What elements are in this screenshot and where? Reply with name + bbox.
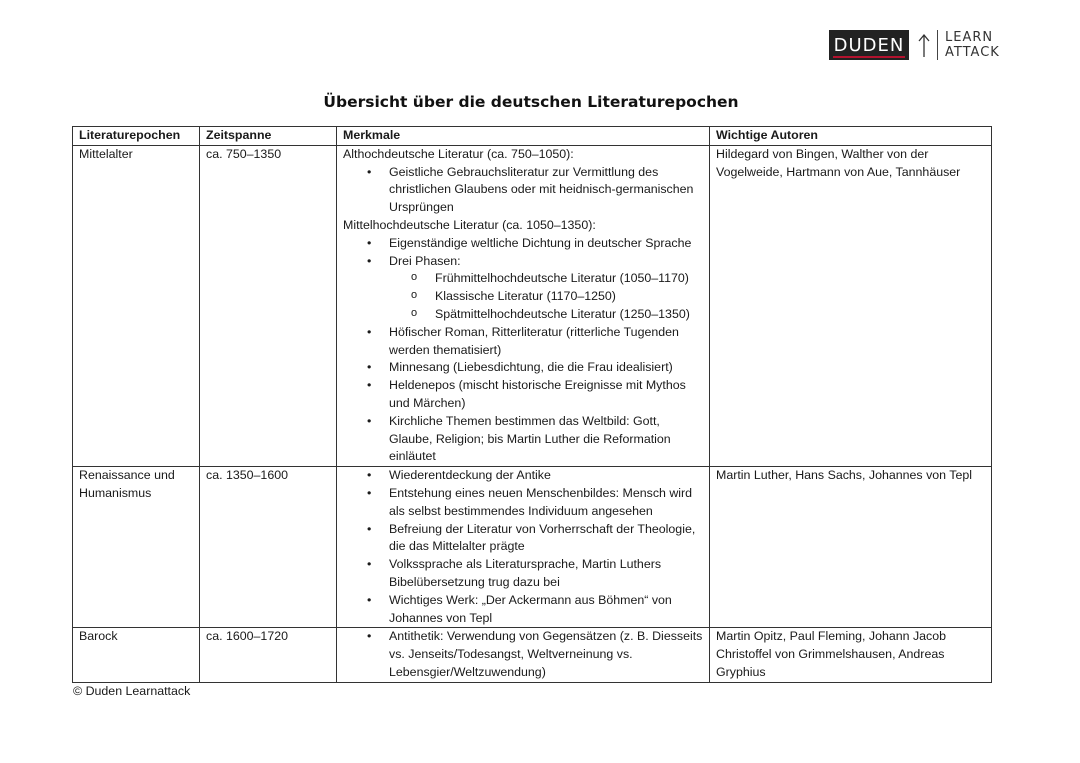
table-row: [73, 628, 992, 682]
list-item: • Kirchliche Themen bestimmen das Weltbild: Gott, Glaube, Religion; bis Martin Luther die Reformation einläutet: [389, 413, 703, 466]
epoch-cell: Mittelalter: [73, 145, 200, 466]
subsection-heading: Mittelhochdeutsche Literatur (ca. 1050–1350):: [343, 217, 596, 232]
subsection-heading: Althochdeutsche Literatur (ca. 750–1050):: [343, 146, 574, 161]
period-cell: ca. 1600–1720: [200, 628, 337, 682]
header-features: Merkmale: [337, 127, 710, 146]
features-cell: [337, 628, 710, 682]
copyright-footer: © Duden Learnattack: [73, 684, 191, 698]
list-item: o Spätmittelhochdeutsche Literatur (1250–1350): [435, 306, 703, 324]
arrow-up-icon: [917, 32, 931, 58]
epochs-table: [72, 126, 992, 683]
list-item-text: Drei Phasen:: [389, 253, 461, 268]
list-item: • Höfischer Roman, Ritterliteratur (ritterliche Tugenden werden thematisiert): [389, 324, 703, 360]
header-period: Zeitspanne: [200, 127, 337, 146]
list-item: • Wichtiges Werk: „Der Ackermann aus Böhmen“ von Johannes von Tepl: [389, 592, 703, 628]
list-item: • Eigenständige weltliche Dichtung in deutscher Sprache: [389, 235, 703, 253]
epoch-cell: Renaissance und Humanismus: [73, 467, 200, 628]
authors-cell: Martin Opitz, Paul Fleming, Johann Jacob Christoffel von Grimmelshausen, Andreas Gryphius: [710, 628, 992, 682]
period-cell: ca. 750–1350: [200, 145, 337, 466]
period-cell: ca. 1350–1600: [200, 467, 337, 628]
features-cell: [337, 467, 710, 628]
header-epoch: Literaturepochen: [73, 127, 200, 146]
feature-list: [343, 235, 703, 466]
table-row: [73, 467, 992, 628]
logo-line-1: LEARN: [945, 30, 994, 45]
phase-list: [389, 270, 703, 323]
logo-line-2: ATTACK: [945, 45, 1000, 60]
table-header-row: [73, 127, 992, 146]
feature-list: [343, 164, 703, 217]
authors-cell: Martin Luther, Hans Sachs, Johannes von Tepl: [710, 467, 992, 628]
list-item: • Wiederentdeckung der Antike: [389, 467, 703, 485]
page-title: Übersicht über die deutschen Literaturepochen: [323, 93, 739, 111]
learnattack-logo: [945, 30, 1000, 60]
logo-divider: [937, 30, 938, 60]
epoch-cell: Barock: [73, 628, 200, 682]
feature-list: [343, 628, 703, 681]
list-item: • Antithetik: Verwendung von Gegensätzen (z. B. Diesseits vs. Jenseits/Todesangst, Weltverneinung vs. Lebensgier/Weltzuwendung): [389, 628, 703, 681]
header-authors: Wichtige Autoren: [710, 127, 992, 146]
duden-learnattack-logo: [829, 30, 1000, 60]
duden-logo: DUDEN: [829, 30, 909, 60]
list-item: • Entstehung eines neuen Menschenbildes: Mensch wird als selbst bestimmendes Individuum angesehen: [389, 485, 703, 521]
list-item: o Klassische Literatur (1170–1250): [435, 288, 703, 306]
list-item: [389, 253, 703, 324]
table-row: [73, 145, 992, 466]
authors-cell: Hildegard von Bingen, Walther von der Vogelweide, Hartmann von Aue, Tannhäuser: [710, 145, 992, 466]
list-item: • Befreiung der Literatur von Vorherrschaft der Theologie, die das Mittelalter prägte: [389, 521, 703, 557]
feature-list: [343, 467, 703, 627]
list-item: • Heldenepos (mischt historische Ereignisse mit Mythos und Märchen): [389, 377, 703, 413]
features-cell: [337, 145, 710, 466]
list-item: o Frühmittelhochdeutsche Literatur (1050–1170): [435, 270, 703, 288]
list-item: • Geistliche Gebrauchsliteratur zur Vermittlung des christlichen Glaubens oder mit heidnisch-germanischen Ursprüngen: [389, 164, 703, 217]
list-item: • Volkssprache als Literatursprache, Martin Luthers Bibelübersetzung trug dazu bei: [389, 556, 703, 592]
list-item: • Minnesang (Liebesdichtung, die die Frau idealisiert): [389, 359, 703, 377]
